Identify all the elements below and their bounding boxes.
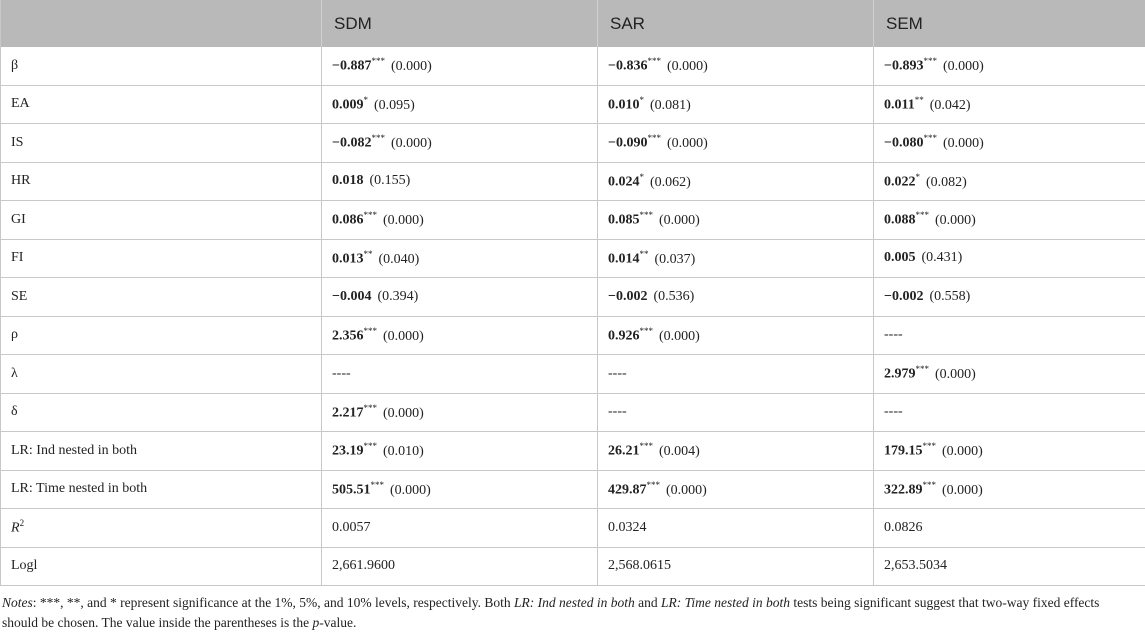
p-value: (0.000) — [383, 406, 424, 421]
coefficient: −0.887 — [332, 59, 371, 74]
table-cell — [322, 316, 598, 355]
p-value: (0.536) — [653, 289, 694, 304]
table-cell — [322, 239, 598, 278]
p-value: (0.000) — [383, 213, 424, 228]
table-cell — [874, 162, 1145, 201]
coefficient: 0.024 — [608, 175, 640, 190]
p-value: (0.004) — [659, 444, 700, 459]
table-cell — [874, 47, 1145, 85]
table-cell — [874, 470, 1145, 509]
p-value: (0.082) — [926, 175, 967, 190]
table-cell — [874, 355, 1145, 394]
coefficient: 0.011 — [884, 98, 915, 113]
coefficient: 0.005 — [884, 250, 916, 265]
p-value: (0.000) — [935, 367, 976, 382]
header-sar: SAR — [598, 0, 874, 47]
p-value: (0.000) — [390, 483, 431, 498]
p-value: (0.000) — [659, 213, 700, 228]
p-value: (0.010) — [383, 444, 424, 459]
table-cell: 2,661.9600 — [322, 547, 598, 586]
table-cell: 0.0324 — [598, 509, 874, 548]
table-row — [1, 509, 1145, 548]
table-cell — [874, 124, 1145, 163]
row-label: LR: Ind nested in both — [1, 432, 322, 471]
coefficient: 26.21 — [608, 444, 640, 459]
significance-stars: *** — [364, 210, 378, 220]
table-row — [1, 316, 1145, 355]
significance-stars: *** — [640, 326, 654, 336]
coefficient: 429.87 — [608, 483, 647, 498]
coefficient: 0.013 — [332, 252, 364, 267]
coefficient: −0.893 — [884, 59, 923, 74]
notes-italic-3: p — [313, 615, 320, 630]
p-value: (0.000) — [666, 483, 707, 498]
p-value: (0.000) — [391, 59, 432, 74]
significance-stars: *** — [916, 364, 930, 374]
significance-stars: *** — [923, 441, 937, 451]
table-cell — [322, 201, 598, 240]
p-value: (0.394) — [377, 289, 418, 304]
table-cell — [322, 393, 598, 432]
p-value: (0.000) — [942, 444, 983, 459]
coefficient: −0.090 — [608, 136, 647, 151]
table-row — [1, 355, 1145, 394]
table-row — [1, 85, 1145, 124]
significance-stars: ** — [915, 95, 924, 105]
p-value: (0.000) — [391, 136, 432, 151]
significance-stars: ** — [364, 249, 373, 259]
coefficient: 0.088 — [884, 213, 916, 228]
row-label: GI — [1, 201, 322, 240]
row-label-text: R — [11, 521, 20, 536]
coefficient: 322.89 — [884, 483, 923, 498]
p-value: (0.062) — [650, 175, 691, 190]
table-cell — [322, 432, 598, 471]
significance-stars: * — [364, 95, 369, 105]
row-label: IS — [1, 124, 322, 163]
table-cell: ---- — [874, 316, 1145, 355]
significance-stars: *** — [647, 480, 661, 490]
table-cell: ---- — [598, 393, 874, 432]
coefficient: 23.19 — [332, 444, 364, 459]
notes-lead: Notes — [2, 595, 33, 610]
significance-stars: *** — [647, 133, 661, 143]
row-label-superscript: 2 — [20, 518, 25, 528]
coefficient: 179.15 — [884, 444, 923, 459]
header-row — [1, 0, 1145, 47]
row-label: ρ — [1, 316, 322, 355]
significance-stars: *** — [371, 480, 385, 490]
coefficient: 0.018 — [332, 173, 364, 188]
coefficient: 2.217 — [332, 406, 364, 421]
coefficient: −0.836 — [608, 59, 647, 74]
p-value: (0.095) — [374, 98, 415, 113]
coefficient: 0.085 — [608, 213, 640, 228]
table-cell: 2,568.0615 — [598, 547, 874, 586]
coefficient: −0.004 — [332, 289, 371, 304]
coefficient: 0.926 — [608, 329, 640, 344]
p-value: (0.000) — [943, 136, 984, 151]
coefficient: 2.356 — [332, 329, 364, 344]
table-cell: 0.0057 — [322, 509, 598, 548]
table-row — [1, 393, 1145, 432]
notes-italic-1: LR: Ind nested in both — [514, 595, 635, 610]
table-notes — [0, 586, 1140, 633]
table-cell — [598, 85, 874, 124]
p-value: (0.000) — [667, 136, 708, 151]
p-value: (0.037) — [655, 252, 696, 267]
table-cell: ---- — [874, 393, 1145, 432]
table-cell — [322, 85, 598, 124]
coefficient: 2.979 — [884, 367, 916, 382]
table-row — [1, 47, 1145, 85]
table-row — [1, 470, 1145, 509]
coefficient: 0.009 — [332, 98, 364, 113]
significance-stars: * — [640, 172, 645, 182]
table-cell — [322, 162, 598, 201]
significance-stars: *** — [647, 56, 661, 66]
table-row — [1, 124, 1145, 163]
table-cell: 0.0826 — [874, 509, 1145, 548]
table-cell — [874, 201, 1145, 240]
p-value: (0.000) — [659, 329, 700, 344]
table-cell — [598, 124, 874, 163]
table-cell — [598, 278, 874, 317]
table-cell — [874, 432, 1145, 471]
row-label: HR — [1, 162, 322, 201]
table-cell — [598, 432, 874, 471]
table-cell — [322, 278, 598, 317]
p-value: (0.431) — [922, 250, 963, 265]
p-value: (0.081) — [650, 98, 691, 113]
coefficient: 0.014 — [608, 252, 640, 267]
p-value: (0.000) — [943, 59, 984, 74]
p-value: (0.040) — [379, 252, 420, 267]
significance-stars: *** — [371, 56, 385, 66]
notes-text-2: and — [635, 595, 661, 610]
coefficient: 505.51 — [332, 483, 371, 498]
row-label: EA — [1, 85, 322, 124]
row-label: λ — [1, 355, 322, 394]
significance-stars: *** — [640, 441, 654, 451]
p-value: (0.000) — [667, 59, 708, 74]
significance-stars: *** — [364, 441, 378, 451]
table-cell — [598, 162, 874, 201]
coefficient: 0.010 — [608, 98, 640, 113]
notes-text-3: tests being significant suggest that two-way fixed effects should be chosen. The value inside the parentheses is the — [2, 595, 1099, 630]
significance-stars: *** — [916, 210, 930, 220]
row-label: SE — [1, 278, 322, 317]
significance-stars: * — [640, 95, 645, 105]
table-row — [1, 239, 1145, 278]
coefficient: −0.002 — [608, 289, 647, 304]
table-cell: 2,653.5034 — [874, 547, 1145, 586]
coefficient: −0.080 — [884, 136, 923, 151]
notes-italic-2: LR: Time nested in both — [661, 595, 790, 610]
p-value: (0.042) — [930, 98, 971, 113]
coefficient: 0.086 — [332, 213, 364, 228]
table-row — [1, 201, 1145, 240]
table-cell — [598, 470, 874, 509]
table-row — [1, 162, 1145, 201]
table-cell — [598, 239, 874, 278]
p-value: (0.000) — [935, 213, 976, 228]
table-cell — [874, 278, 1145, 317]
p-value: (0.558) — [929, 289, 970, 304]
table-row — [1, 547, 1145, 586]
row-label: δ — [1, 393, 322, 432]
significance-stars: *** — [640, 210, 654, 220]
row-label — [1, 509, 322, 548]
p-value: (0.155) — [370, 173, 411, 188]
table-cell — [874, 239, 1145, 278]
p-value: (0.000) — [383, 329, 424, 344]
row-label: FI — [1, 239, 322, 278]
significance-stars: *** — [923, 56, 937, 66]
significance-stars: *** — [364, 326, 378, 336]
table-cell: ---- — [598, 355, 874, 394]
significance-stars: *** — [371, 133, 385, 143]
significance-stars: ** — [640, 249, 649, 259]
row-label: LR: Time nested in both — [1, 470, 322, 509]
table-row — [1, 278, 1145, 317]
significance-stars: *** — [923, 133, 937, 143]
table-cell: ---- — [322, 355, 598, 394]
table-cell — [598, 201, 874, 240]
table-cell — [322, 470, 598, 509]
coefficient: −0.082 — [332, 136, 371, 151]
row-label: β — [1, 47, 322, 85]
table-body — [1, 47, 1145, 586]
p-value: (0.000) — [942, 483, 983, 498]
header-sdm: SDM — [322, 0, 598, 47]
coefficient: −0.002 — [884, 289, 923, 304]
row-label: Logl — [1, 547, 322, 586]
table-cell — [322, 47, 598, 85]
notes-text-4: -value. — [319, 615, 356, 630]
significance-stars: * — [916, 172, 921, 182]
header-sem: SEM — [874, 0, 1145, 47]
table-cell — [598, 47, 874, 85]
coefficient: 0.022 — [884, 175, 916, 190]
significance-stars: *** — [923, 480, 937, 490]
notes-text-1: : ***, **, and * represent significance at the 1%, 5%, and 10% levels, respectively. Both — [33, 595, 514, 610]
header-blank — [1, 0, 322, 47]
table-row — [1, 432, 1145, 471]
table-cell — [874, 85, 1145, 124]
significance-stars: *** — [364, 403, 378, 413]
table-cell — [322, 124, 598, 163]
table-cell — [598, 316, 874, 355]
